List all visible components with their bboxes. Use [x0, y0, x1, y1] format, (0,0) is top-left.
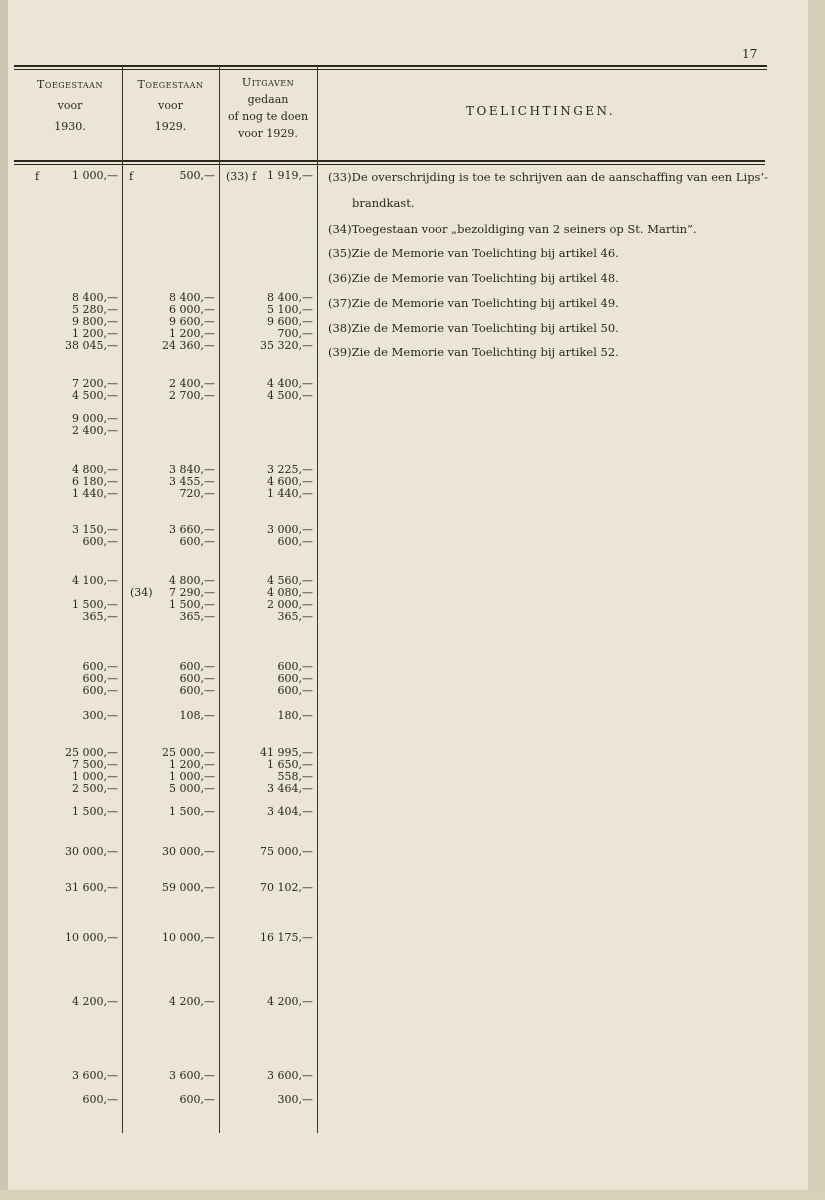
amount-cell: 2 000,—	[267, 598, 313, 611]
header-rule-thin	[14, 164, 765, 165]
amount-cell: 2 700,—	[169, 389, 215, 402]
first-row-col2: 500,—	[179, 169, 215, 182]
amounts-g10-c2	[122, 806, 215, 818]
amounts-g12-c1	[20, 882, 118, 894]
amount-cell: 700,—	[277, 327, 313, 340]
amounts-g2-c2	[122, 378, 215, 402]
amount-cell: 3 840,—	[169, 463, 215, 476]
amount-cell: 3 000,—	[267, 523, 313, 536]
amount-cell: 4 200,—	[72, 995, 118, 1008]
note-37	[328, 297, 619, 310]
amount-cell: 3 600,—	[169, 1069, 215, 1082]
page-edge-bottom	[0, 1190, 825, 1200]
note-33-cont	[352, 197, 415, 210]
amount-cell: 7 200,—	[72, 377, 118, 390]
amounts-g6-c3	[219, 575, 313, 623]
amounts-g14-c2	[122, 996, 215, 1008]
note-text: De overschrijding is toe te schrijven aan de aanschaffing van een Lips’-	[351, 170, 768, 184]
note-id: (34)	[328, 222, 352, 236]
amounts-g6-c2	[122, 575, 215, 623]
note-text: Zie de Memorie van Toelichting bij artikel 48.	[351, 271, 619, 285]
note-id: (37)	[328, 296, 352, 310]
amount-cell: 1 500,—	[72, 598, 118, 611]
amount-cell: 6 000,—	[169, 303, 215, 316]
amount-cell: 9 600,—	[169, 315, 215, 328]
amounts-g16-c2	[122, 1094, 215, 1106]
amount-cell: 30 000,—	[162, 845, 215, 858]
amount-cell: 3 455,—	[169, 475, 215, 488]
header-col1-line1: Toegestaan	[37, 78, 103, 91]
amounts-g5-c3	[219, 524, 313, 548]
header-col1-line2: voor	[57, 99, 83, 112]
amount-cell: 24 360,—	[162, 339, 215, 352]
amount-cell: 600,—	[277, 684, 313, 697]
amounts-g10-c3	[219, 806, 313, 818]
amounts-g4-c2	[122, 464, 215, 500]
amount-cell: 16 175,—	[260, 931, 313, 944]
amount-cell: 108,—	[179, 709, 215, 722]
amounts-g10-c1	[20, 806, 118, 818]
amounts-g9-c3	[219, 747, 313, 795]
amount-cell: 1 200,—	[72, 327, 118, 340]
note-text: Zie de Memorie van Toelichting bij artikel 49.	[351, 296, 619, 310]
amount-cell: 1 440,—	[267, 487, 313, 500]
amounts-g4-c1	[20, 464, 118, 500]
amounts-g15-c1	[20, 1070, 118, 1082]
amounts-g1-c2	[122, 292, 215, 352]
amount-cell: 600,—	[179, 672, 215, 685]
note-38	[328, 322, 619, 335]
note-id: (36)	[328, 271, 352, 285]
header-col1-line3: 1930.	[54, 120, 86, 133]
amount-cell: 5 100,—	[267, 303, 313, 316]
amount-cell: 1 200,—	[169, 758, 215, 771]
amount-cell: 3 600,—	[72, 1069, 118, 1082]
amounts-g5-c1	[20, 524, 118, 548]
currency-col3: (33) f	[226, 170, 257, 183]
amounts-g1-c1	[20, 292, 118, 352]
note-text: Toegestaan voor „bezoldiging van 2 seiners op St. Martin”.	[351, 222, 697, 236]
header-col3-line2: gedaan	[247, 93, 289, 106]
note-35	[328, 247, 619, 260]
amounts-g11-c2	[122, 846, 215, 858]
page-edge-right	[808, 0, 825, 1200]
amount-cell: 4 200,—	[169, 995, 215, 1008]
amount-cell: 365,—	[82, 610, 118, 623]
amounts-g7-c2	[122, 661, 215, 697]
note-text: Zie de Memorie van Toelichting bij artikel 52.	[351, 345, 619, 359]
amount-cell: 8 400,—	[72, 291, 118, 304]
amount-cell: 59 000,—	[162, 881, 215, 894]
amount-cell: 25 000,—	[162, 746, 215, 759]
amounts-g7-c3	[219, 661, 313, 697]
amount-cell: 300,—	[82, 709, 118, 722]
amount-cell: 600,—	[82, 684, 118, 697]
amount-cell: 1 650,—	[267, 758, 313, 771]
amount-cell: 3 404,—	[267, 805, 313, 818]
amounts-g2-c1	[20, 378, 118, 402]
amounts-g9-c1	[20, 747, 118, 795]
note-text: brandkast.	[352, 196, 415, 210]
note-39	[328, 346, 619, 359]
amount-cell: 30 000,—	[65, 845, 118, 858]
header-col2-line3: 1929.	[154, 120, 187, 133]
amount-cell: 3 660,—	[169, 523, 215, 536]
amounts-g12-c2	[122, 882, 215, 894]
amounts-g13-c3	[219, 932, 313, 944]
amount-cell: 4 560,—	[267, 574, 313, 587]
amount-cell: 6 180,—	[72, 475, 118, 488]
amounts-g15-c3	[219, 1070, 313, 1082]
currency-col1: f	[35, 170, 40, 183]
amount-cell: 1 500,—	[169, 805, 215, 818]
amount-cell: 600,—	[179, 684, 215, 697]
amount-cell: 1 200,—	[169, 327, 215, 340]
amounts-g4-c3	[219, 464, 313, 500]
amount-cell: 4 100,—	[72, 574, 118, 587]
amount-cell: 25 000,—	[65, 746, 118, 759]
amount-cell: 600,—	[277, 535, 313, 548]
first-row-col1: 1 000,—	[72, 169, 118, 182]
amount-cell: 1 000,—	[169, 770, 215, 783]
header-col2-line2: voor	[158, 99, 183, 112]
amounts-g14-c3	[219, 996, 313, 1008]
amounts-g16-c1	[20, 1094, 118, 1106]
amount-cell: 558,—	[277, 770, 313, 783]
amount-cell: 70 102,—	[260, 881, 313, 894]
amounts-g2-c3	[219, 378, 313, 402]
amounts-g7-c1	[20, 661, 118, 697]
column-divider-3	[317, 65, 318, 1133]
amounts-g5-c2	[122, 524, 215, 548]
amount-cell: 600,—	[179, 535, 215, 548]
amount-cell: 600,—	[179, 660, 215, 673]
amounts-g11-c3	[219, 846, 313, 858]
amount-cell: 4 080,—	[267, 586, 313, 599]
amount-cell: 600,—	[82, 672, 118, 685]
header-toelichtingen: TOELICHTINGEN.	[466, 104, 616, 118]
note-id: (33)	[328, 170, 352, 184]
note-36	[328, 272, 619, 285]
amount-cell: 2 400,—	[72, 424, 118, 437]
amount-cell: 2 400,—	[169, 377, 215, 390]
header-col3-line1: Uitgaven	[241, 76, 295, 89]
amount-cell: 10 000,—	[162, 931, 215, 944]
amounts-g1-c3	[219, 292, 313, 352]
amount-cell: 4 600,—	[267, 475, 313, 488]
amount-cell: 4 500,—	[267, 389, 313, 402]
amount-cell: 9 600,—	[267, 315, 313, 328]
amount-cell: 1 500,—	[169, 598, 215, 611]
amounts-g9-c2	[122, 747, 215, 795]
amount-cell: 38 045,—	[65, 339, 118, 352]
amount-cell: 1 500,—	[72, 805, 118, 818]
amount-cell: 600,—	[82, 660, 118, 673]
amount-cell: 7 290,—	[169, 586, 215, 599]
amount-cell: 41 995,—	[260, 746, 313, 759]
amounts-g6-c1	[20, 575, 118, 623]
amount-cell: 1 000,—	[72, 770, 118, 783]
amounts-g8-c2	[122, 710, 215, 722]
amounts-g11-c1	[20, 846, 118, 858]
header-col3-line3: of nog te doen	[227, 110, 309, 123]
note-33	[328, 171, 768, 184]
header-col3-line4: voor 1929.	[238, 127, 298, 140]
amount-cell: 35 320,—	[260, 339, 313, 352]
amount-cell: 5 280,—	[72, 303, 118, 316]
amount-cell: 4 800,—	[169, 574, 215, 587]
amounts-g3-c1	[20, 413, 118, 437]
top-rule-thin	[14, 69, 767, 70]
amount-cell: 600,—	[277, 672, 313, 685]
amount-cell: 600,—	[277, 660, 313, 673]
amounts-g8-c1	[20, 710, 118, 722]
header-rule	[14, 160, 765, 162]
note-id: (35)	[328, 246, 352, 260]
amount-cell: 5 000,—	[169, 782, 215, 795]
amount-cell: 365,—	[277, 610, 313, 623]
note-id: (38)	[328, 321, 352, 335]
amount-cell: 7 500,—	[72, 758, 118, 771]
marker-34: (34)	[130, 586, 153, 599]
amount-cell: 2 500,—	[72, 782, 118, 795]
amount-cell: 31 600,—	[65, 881, 118, 894]
header-col-1930	[20, 74, 120, 137]
amount-cell: 3 464,—	[267, 782, 313, 795]
note-text: Zie de Memorie van Toelichting bij artikel 46.	[351, 246, 619, 260]
amount-cell: 180,—	[277, 709, 313, 722]
amount-cell: 3 600,—	[267, 1069, 313, 1082]
amount-cell: 8 400,—	[267, 291, 313, 304]
amount-cell: 3 225,—	[267, 463, 313, 476]
amount-cell: 600,—	[82, 1093, 118, 1106]
amount-cell: 9 800,—	[72, 315, 118, 328]
amount-cell: 300,—	[277, 1093, 313, 1106]
amount-cell: 75 000,—	[260, 845, 313, 858]
page-number: 17	[742, 47, 758, 61]
amounts-g14-c1	[20, 996, 118, 1008]
amounts-g16-c3	[219, 1094, 313, 1106]
amount-cell: 10 000,—	[65, 931, 118, 944]
currency-col2: f	[129, 170, 134, 183]
header-col-uitgaven	[219, 74, 317, 142]
note-text: Zie de Memorie van Toelichting bij artikel 50.	[351, 321, 619, 335]
amount-cell: 600,—	[179, 1093, 215, 1106]
amounts-g8-c3	[219, 710, 313, 722]
top-rule	[14, 65, 767, 67]
amounts-g13-c1	[20, 932, 118, 944]
amount-cell: 4 200,—	[267, 995, 313, 1008]
amounts-g12-c3	[219, 882, 313, 894]
amount-cell: 365,—	[179, 610, 215, 623]
first-row-col3: 1 919,—	[267, 169, 313, 182]
amount-cell: 3 150,—	[72, 523, 118, 536]
amounts-g13-c2	[122, 932, 215, 944]
amount-cell: 4 800,—	[72, 463, 118, 476]
header-col2-line1: Toegestaan	[137, 78, 204, 91]
amount-cell: 8 400,—	[169, 291, 215, 304]
amount-cell: 600,—	[82, 535, 118, 548]
amount-cell: 720,—	[179, 487, 215, 500]
amount-cell: 9 000,—	[72, 412, 118, 425]
amounts-g15-c2	[122, 1070, 215, 1082]
amount-cell: 4 400,—	[267, 377, 313, 390]
note-34	[328, 223, 697, 236]
amount-cell: 4 500,—	[72, 389, 118, 402]
note-id: (39)	[328, 345, 352, 359]
amount-cell: 1 440,—	[72, 487, 118, 500]
header-col-1929	[122, 74, 219, 137]
